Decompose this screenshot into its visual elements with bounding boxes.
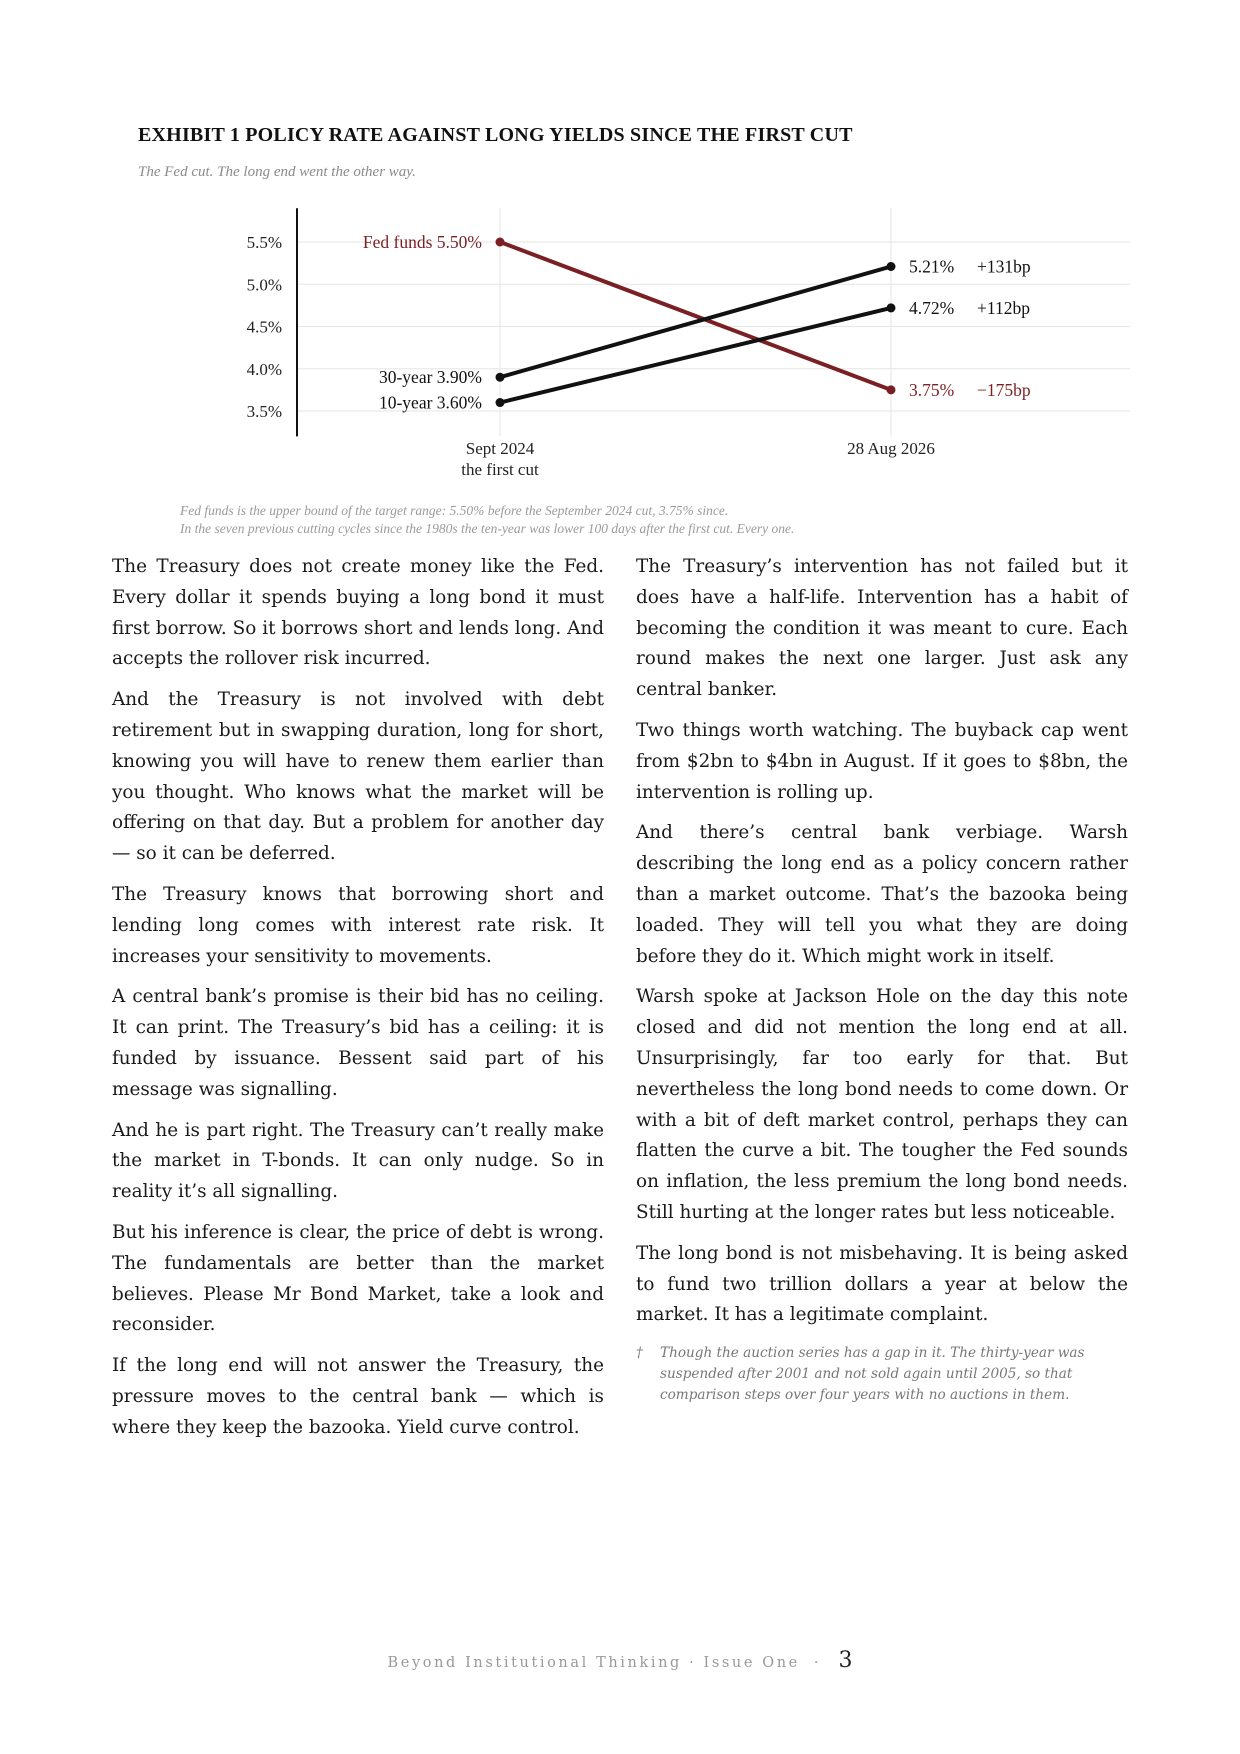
paragraph: And he is part right. The Treasury can’t really make the market in T-bonds. It can only nudge. So in reality it’s all signalling. [112,1119,604,1203]
paragraph: And the Treasury is not involved with debt retirement but in swapping duration, long for short, knowing you will have to renew them earlier than you thought. Who knows what the market will be offering on that day. But a problem for another day — so it can be deferred. [112,689,604,865]
x-tick-label: 28 Aug 2026 [847,439,935,458]
y-tick-label: 5.0% [246,275,282,295]
chart-note: Fed funds is the upper bound of the target range: 5.50% before the September 2024 cut, 3.75% since. [180,503,729,518]
series-end-label: 5.21% [909,256,955,277]
footnote-text: Though the auction series has a gap in it. The thirty-year was suspended after 2001 and not sold again until 2005, so that comparison steps over four years with no auctions in them. [660,1345,1085,1404]
footer-separator: · [813,1655,819,1671]
series-line [500,242,891,390]
paragraph: And there’s central bank verbiage. Warsh describing the long end as a policy concern rather than a market outcome. That’s the bazooka being loaded. They will tell you what they are doing before they do it. Which might work in itself. [636,822,1128,967]
series-start-label: 30-year 3.90% [378,367,482,388]
x-tick-label: Sept 2024 [465,439,535,458]
series-start-label: 10-year 3.60% [378,392,482,413]
y-tick-label: 5.5% [246,233,282,252]
series-end-label: 3.75% [909,379,955,400]
journal-name: Beyond Institutional Thinking · Issue One [387,1655,800,1671]
chart-note: In the seven previous cutting cycles since the 1980s the ten-year was lower 100 days after the first cut. Every one. [180,521,795,536]
yield-chart [0,190,1240,500]
data-point [887,385,896,394]
series-change-label: −175bp [977,379,1031,400]
page-number: 3 [838,1648,853,1673]
data-point [496,398,505,407]
paragraph: But his inference is clear, the price of debt is wrong. The fundamentals are better than the market believes. Please Mr Bond Market, take a look and reconsider. [112,1221,604,1336]
data-point [887,262,896,271]
paragraph: The Treasury knows that borrowing short and lending long comes with interest rate risk. It increases your sensitivity to movements. [112,883,604,967]
paragraph: If the long end will not answer the Treasury, the pressure moves to the central bank — which is where they keep the bazooka. Yield curve control. [112,1355,604,1438]
series-start-label: Fed funds 5.50% [362,232,482,252]
paragraph: A central bank’s promise is their bid has no ceiling. It can print. The Treasury’s bid has a ceiling: it is funded by issuance. Bessent said part of his message was signalling. [112,986,604,1100]
data-point [496,373,505,382]
y-tick-label: 3.5% [246,402,282,421]
paragraph: The Treasury’s intervention has not failed but it does have a half-life. Intervention has a habit of becoming the condition it was meant to cure. Each round makes the next one larger. Just ask any central banker. [636,556,1128,701]
series-change-label: +112bp [977,297,1030,318]
paragraph: The Treasury does not create money like the Fed. Every dollar it spends buying a long bond it must first borrow. So it borrows short and lends long. And accepts the rollover risk incurred. [112,556,604,670]
page-footer [0,1648,1240,1673]
paragraph: Two things worth watching. The buyback cap went from $2bn to $4bn in August. If it goes to $8bn, the intervention is rolling up. [636,719,1128,803]
body-column-right [636,552,1128,1406]
body-column-left [112,552,604,1454]
exhibit-title: EXHIBIT 1 POLICY RATE AGAINST LONG YIELDS SINCE THE FIRST CUT [138,124,853,146]
series-end-label: 4.72% [909,297,955,318]
exhibit-subtitle: The Fed cut. The long end went the other way. [138,164,416,180]
paragraph: Warsh spoke at Jackson Hole on the day this note closed and did not mention the long end at all. Unsurprisingly, far too early for that. But nevertheless the long bond needs to come down. Or with a bit of deft market control, perhaps they can flatten the curve a bit. The tougher the Fed sounds on inflation, the less premium the long bond needs. Still hurting at the longer rates but less noticeable. [636,986,1128,1223]
paragraph: The long bond is not misbehaving. It is being asked to fund two trillion dollars a year at below the market. It has a legitimate complaint. [636,1242,1128,1326]
x-tick-sublabel: the first cut [461,460,539,479]
footnote [636,1343,1128,1406]
chart-notes [180,502,1140,538]
data-point [887,303,896,312]
series-change-label: +131bp [977,256,1031,277]
footnote-mark: † [636,1345,643,1362]
y-tick-label: 4.0% [246,359,282,379]
data-point [496,238,505,247]
y-tick-label: 4.5% [246,317,282,337]
